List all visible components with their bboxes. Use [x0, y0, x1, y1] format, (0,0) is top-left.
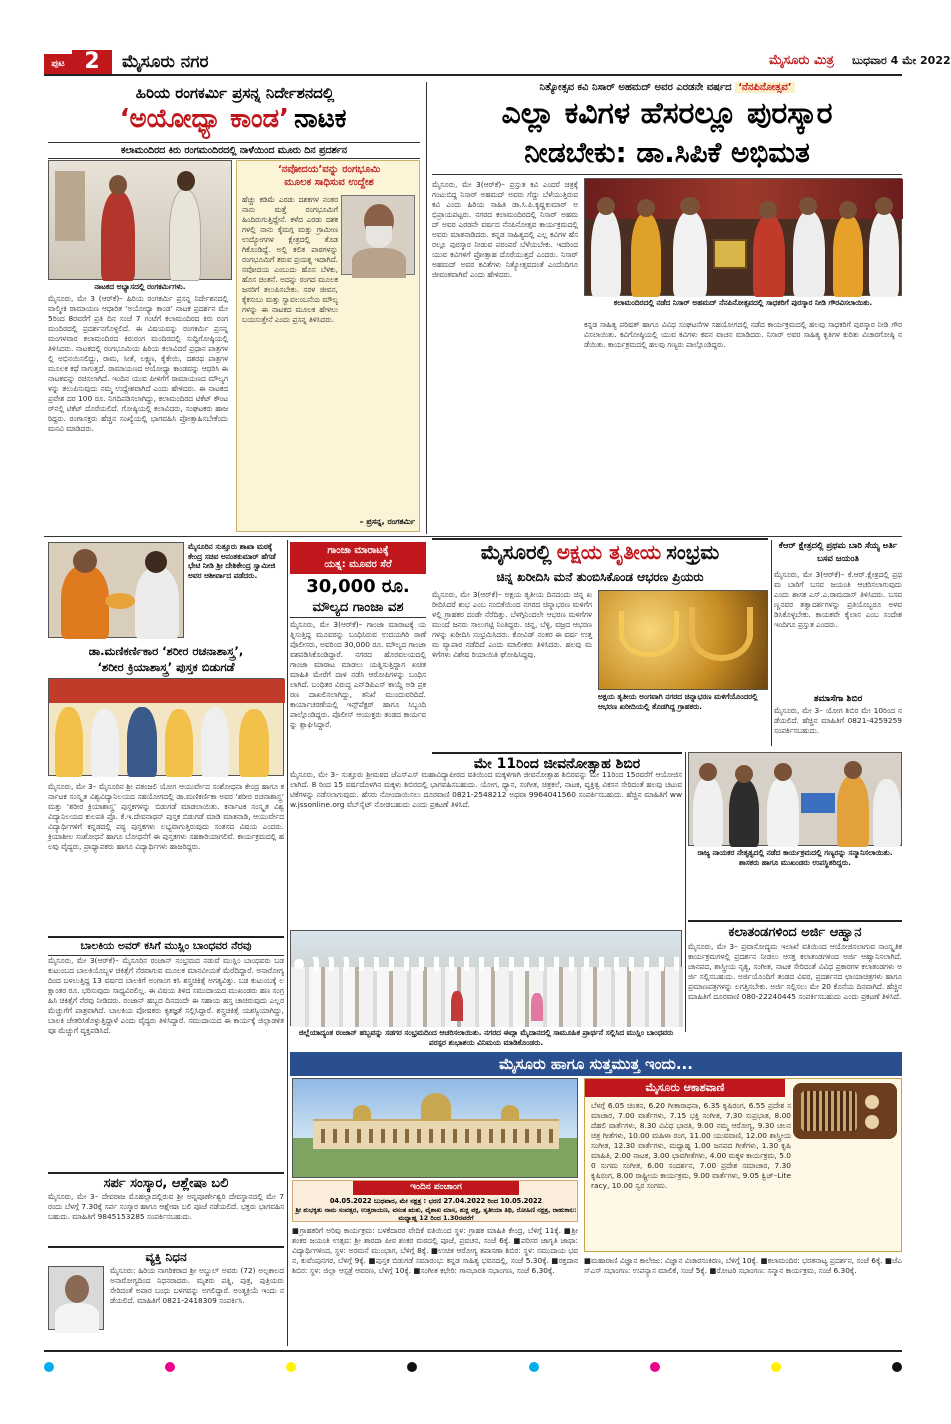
divider-camp: [685, 752, 686, 1032]
radio-knob-1: [865, 1095, 879, 1109]
sarpa-title: ಸರ್ಪ ಸಂಸ್ಕಾರ, ಆಶ್ಲೇಷಾ ಬಲಿ: [48, 1172, 284, 1191]
palace-dome-left: [353, 1105, 371, 1121]
camp-photo: [688, 752, 902, 846]
dignitary-1: [55, 707, 83, 777]
footer-rule: [44, 1350, 902, 1352]
camp-photo-caption: ರಾಜ್ಯ ನಾಯಕರ ನೇತೃತ್ವದಲ್ಲಿ ನಡೆದ ಕಾರ್ಯಕ್ರಮದಲ್ಲಿ ಗಣ್ಯರನ್ನು ಸನ್ಮಾನಿಸಲಾಯಿತು. ಶಾಸಕರು ಹಾಗೂ ಮುಖಂಡರು ಉಪಸ್ಥಿತರಿದ್ದರು.: [697, 848, 893, 867]
actor-head-right: [177, 171, 195, 191]
radio-icon: [793, 1083, 897, 1139]
child-red: [451, 991, 463, 1021]
basava-body: ಮೈಸೂರು, ಮೇ 3(ಆರ್‌ಕೆ)– ಕೆ.ಆರ್.ಕ್ಷೇತ್ರದಲ್ಲಿ ಪ್ರಥಮ ಬಾರಿಗೆ ಬಸವ ಜಯಂತಿ ಆಚರಿಸಲಾಗುವುದು ಎಂದು ಶಾಸಕ ಎಸ್.ಎ.ರಾಮದಾಸ್ ತಿಳಿಸಿದರು. ಬಸವಣ್ಣನವರ ತತ್ವಾದರ್ಶಗಳನ್ನು ಪ್ರತಿಯೊಬ್ಬರೂ ಅಳವಡಿಸಿಕೊಳ್ಳಬೇಕು. ಕಾಯಕವೇ ಕೈಲಾಸ ಎಂಬ ಸಂದೇಶ ಇಂದಿಗೂ ಪ್ರಸ್ತುತ ಎಂದರು.: [774, 570, 902, 629]
nisar-title-rule: [432, 174, 902, 175]
reg-dot-yellow: [286, 1362, 296, 1372]
guest-4-head: [759, 201, 777, 219]
guest-3-head: [680, 197, 700, 215]
door-shape: [55, 171, 85, 241]
divider-right-col: [771, 540, 772, 746]
actor-head-left: [109, 175, 127, 195]
guest-7-head: [875, 197, 893, 215]
panchanga-box: [292, 1180, 578, 1222]
camp-head-4: [844, 761, 862, 779]
guest-7: [869, 211, 899, 297]
paper-name: ಮೈಸೂರು ಮಿತ್ರ: [769, 53, 834, 68]
prasanna-beard: [366, 226, 392, 248]
camp-head-1: [699, 763, 717, 781]
today-banner-text: ಮೈಸೂರು ಹಾಗೂ ಸುತ್ತಮುತ್ತ ಇಂದು...: [499, 1055, 693, 1073]
ganja-body: ಮೈಸೂರು, ಮೇ 3(ಆರ್‌ಕೆ)– ಗಾಂಜಾ ಮಾರಾಟಕ್ಕೆ ಯತ್ನಿಸುತ್ತಿದ್ದ ಮೂವರನ್ನು ಬಂಧಿಸಿರುವ ಉದಯಗಿರಿ ಠಾಣೆ ಪೊಲೀಸರು, ಅವರಿಂದ 30,000 ರೂ. ಮೌಲ್ಯದ ಗಾಂಜಾ ವಶಪಡಿಸಿಕೊಂಡಿದ್ದಾರೆ. ನಗರದ ಹೊರವಲಯದಲ್ಲಿ ಗಾಂಜಾ ಮಾರಾಟ ಮಾಡಲು ಯತ್ನಿಸುತ್ತಿದ್ದಾಗ ಖಚಿತ ಮಾಹಿತಿ ಮೇರೆಗೆ ದಾಳಿ ನಡೆಸಿ ಆರೋಪಿಗಳನ್ನು ಬಂಧಿಸಲಾಗಿದೆ. ಬಂಧಿತರ ವಿರುದ್ಧ ಎನ್‌ಡಿಪಿಎಸ್ ಕಾಯ್ದೆ ಅಡಿ ಪ್ರಕರಣ ದಾಖಲಿಸಲಾಗಿದ್ದು, ತನಿಖೆ ಮುಂದುವರಿದಿದೆ. ಕಾರ್ಯಾಚರಣೆಯಲ್ಲಿ ಇನ್ಸ್‌ಪೆಕ್ಟರ್ ಹಾಗೂ ಸಿಬ್ಬಂದಿ ಪಾಲ್ಗೊಂಡಿದ್ದರು. ಪೊಲೀಸ್ ಆಯುಕ್ತರು ತಂಡದ ಕಾರ್ಯವನ್ನು ಶ್ಲಾಘಿಸಿದ್ದಾರೆ.: [290, 620, 426, 729]
eid-photo: [290, 930, 682, 1026]
camp-body: ಮೈಸೂರು, ಮೇ 3– ಸುತ್ತೂರು ಶ್ರೀಮಠದ ಜೆಎಸ್‌ಎಸ್ ಮಹಾವಿದ್ಯಾಪೀಠದ ವತಿಯಿಂದ ಮಕ್ಕಳಿಗಾಗಿ ಜೀವನೋತ್ಸಾಹ ಶಿಬಿರವನ್ನು ಮೇ 11ರಿಂದ 15ರವರೆಗೆ ಆಯೋಜಿಸಲಾಗಿದೆ. 8 ರಿಂದ 15 ವರ್ಷದೊಳಗಿನ ಮಕ್ಕಳು ಶಿಬಿರದಲ್ಲಿ ಭಾಗವಹಿಸಬಹುದು. ಯೋಗ, ಧ್ಯಾನ, ಸಂಗೀತ, ಚಿತ್ರಕಲೆ, ನಾಟಕ, ವ್ಯಕ್ತಿತ್ವ ವಿಕಸನ ಸೇರಿದಂತೆ ಹಲವು ಚಟುವಟಿಕೆಗಳನ್ನು ನಡೆಸಲಾಗುವುದು. ಹೆಸರು ನೋಂದಾಯಿಸಲು ದೂರವಾಣಿ 0821-2548212 ಅಥವಾ 9964041560 ಸಂಪರ್ಕಿಸಬಹುದು. ಹೆಚ್ಚಿನ ಮಾಹಿತಿಗೆ www.jssonline.org ವೆಬ್‌ಸೈಟ್ ನೋಡಬಹುದು ಎಂದು ಪ್ರಕಟಣೆ ತಿಳಿಸಿದೆ.: [290, 770, 682, 809]
reg-dot-yellow-2: [771, 1362, 781, 1372]
camp-head-2: [735, 765, 753, 783]
reg-dot-black-2: [892, 1362, 902, 1372]
akshaya-title-red: ಅಕ್ಷಯ ತೃತೀಯ: [556, 540, 662, 564]
panchanga-title-bar: [353, 1181, 519, 1195]
actor-figure-right: [169, 189, 201, 281]
akashavani-body-lower: [795, 1143, 897, 1249]
crowd-heads: [291, 957, 683, 971]
sarpa-body: ಮೈಸೂರು, ಮೇ 3– ದೇವರಾಜ ಮೊಹಲ್ಲಾದಲ್ಲಿರುವ ಶ್ರೀ ಅನ್ನಪೂರ್ಣೇಶ್ವರಿ ದೇವಸ್ಥಾನದಲ್ಲಿ ಮೇ 7ರಂದು ಬೆಳಗ್ಗೆ 7.30ಕ್ಕೆ ಸರ್ಪ ಸಂಸ್ಕಾರ ಹಾಗೂ ಆಶ್ಲೇಷಾ ಬಲಿ ಪೂಜೆ ನಡೆಯಲಿದೆ. ಭಕ್ತರು ಭಾಗವಹಿಸಬಹುದು. ಮಾಹಿತಿಗೆ 9845153285 ಸಂಪರ್ಕಿಸಬಹುದು.: [48, 1192, 284, 1221]
kalatanda-body: ಮೈಸೂರು, ಮೇ 3– ಪ್ರವಾಸೋದ್ಯಮ ಇಲಾಖೆ ವತಿಯಿಂದ ಆಯೋಜಿಸಲಾಗುವ ಸಾಂಸ್ಕೃತಿಕ ಕಾರ್ಯಕ್ರಮಗಳಲ್ಲಿ ಪ್ರದರ್ಶನ ನೀಡಲು ಆಸಕ್ತ ಕಲಾತಂಡಗಳಿಂದ ಅರ್ಜಿ ಆಹ್ವಾನಿಸಲಾಗಿದೆ. ಜಾನಪದ, ಶಾಸ್ತ್ರೀಯ ನೃತ್ಯ, ಸಂಗೀತ, ನಾಟಕ ಸೇರಿದಂತೆ ವಿವಿಧ ಪ್ರಕಾರಗಳ ಕಲಾತಂಡಗಳು ಅರ್ಜಿ ಸಲ್ಲಿಸಬಹುದು. ಅರ್ಜಿಯೊಂದಿಗೆ ತಂಡದ ವಿವರ, ಪ್ರದರ್ಶನದ ಛಾಯಾಚಿತ್ರಗಳು ಹಾಗೂ ಪ್ರಮಾಣಪತ್ರಗಳನ್ನು ಲಗತ್ತಿಸಬೇಕು. ಅರ್ಜಿ ಸಲ್ಲಿಸಲು ಮೇ 20 ಕೊನೆಯ ದಿನವಾಗಿದೆ. ಹೆಚ್ಚಿನ ಮಾಹಿತಿಗೆ ದೂರವಾಣಿ 080-22240445 ಸಂಪರ್ಕಿಸಬಹುದು ಎಂದು ಪ್ರಕಟಣೆ ತಿಳಿಸಿದೆ.: [688, 942, 902, 1001]
registration-marks: [44, 1362, 902, 1376]
guest-6-head: [839, 201, 857, 219]
akshaya-deck: ಚಿನ್ನ ಖರೀದಿಸಿ ಮನೆ ತುಂಬಿಸಿಕೊಂಡ ಆಭರಣ ಪ್ರಿಯರು: [496, 570, 704, 584]
nisar-photo: [584, 178, 902, 296]
page-label: ಪುಟ: [44, 54, 72, 74]
nisar-photo-caption: ಕಲಾಮಂದಿರದಲ್ಲಿ ನಡೆದ ನಿಸಾರ್ ಅಹಮದ್ ನೆನಪಿನೋತ್ಸವದಲ್ಲಿ ಸಾಧಕರಿಗೆ ಪುರಸ್ಕಾರ ನೀಡಿ ಗೌರವಿಸಲಾಯಿತು.: [613, 298, 873, 307]
camp-person-4: [837, 775, 869, 847]
basava-title: [774, 540, 902, 568]
prasanna-shirt: [352, 248, 406, 278]
panchanga-line1: 04.05.2022 ಬುಧವಾರ, ಮೇ ನಕ್ಷತ್ರ : ಭರಣಿ 27.04.2022 ರಿಂದ 10.05.2022: [329, 1197, 543, 1205]
guest-2-head: [637, 199, 655, 217]
ayodhya-photo: [48, 160, 232, 280]
ayodhya-photo-caption: ನಾಟಕದ ಅಭ್ಯಾಸದಲ್ಲಿ ರಂಗಕರ್ಮಿಗಳು.: [94, 282, 186, 291]
ayodhya-deck: ಕಲಾಮಂದಿರದ ಕಿರು ರಂಗಮಂದಿರದಲ್ಲಿ ನಾಳೆಯಿಂದ ಮೂರು ದಿನ ಪ್ರದರ್ಶನ: [48, 142, 420, 159]
award-frame: [713, 239, 747, 269]
minister-figure: [135, 567, 179, 639]
dignitary-4: [165, 709, 193, 777]
camp-head-3: [774, 763, 792, 781]
radio-knob-2: [865, 1115, 879, 1129]
camp-person-2: [729, 779, 759, 847]
navodaya-box: [236, 160, 420, 532]
nisar-kicker-text: ನಿತ್ಯೋತ್ಸವ ಕವಿ ನಿಸಾರ್ ಅಹಮದ್ ಅವರ ಎರಡನೇ ವರ್ಷದ: [539, 82, 732, 93]
nisar-kicker-quote: ‘ನೆನಪಿನೋತ್ಸವ’: [735, 82, 794, 93]
reg-dot-cyan-2: [529, 1362, 539, 1372]
book-release-photo: [48, 678, 284, 776]
eid-photo-caption: ಜಿಲ್ಲೆಯಾದ್ಯಂತ ರಂಜಾನ್ ಹಬ್ಬವನ್ನು ಸಡಗರ ಸಂಭ್ರಮದಿಂದ ಆಚರಿಸಲಾಯಿತು. ನಗರದ ಈದ್ಗಾ ಮೈದಾನದಲ್ಲಿ ಸಾಮೂಹಿಕ ಪ್ರಾರ್ಥನೆ ಸಲ್ಲಿಸಿದ ಮುಸ್ಲಿಂ ಬಾಂಧವರು ಪರಸ್ಪರ ಶುಭಾಶಯ ವಿನಿಮಯ ಮಾಡಿಕೊಂಡರು.: [298, 1028, 674, 1047]
divider-left-col: [287, 540, 288, 1346]
reg-dot-cyan: [44, 1362, 54, 1372]
page-number: 2: [72, 50, 112, 74]
jewellery-photo: [598, 590, 768, 690]
akshaya-title-post: ಸಂಭ್ರಮ: [666, 540, 720, 564]
guest-5-head: [799, 197, 817, 215]
ganja-kicker-2: ಯತ್ನ: ಮೂವರ ಸೆರೆ: [324, 559, 392, 570]
camp-person-3: [767, 777, 799, 847]
palace-photo: [292, 1078, 578, 1178]
dignitary-3: [127, 707, 157, 777]
ayodhya-kicker: ಹಿರಿಯ ರಂಗಕರ್ಮಿ ಪ್ರಸನ್ನ ನಿರ್ದೇಶನದಲ್ಲಿ: [135, 84, 335, 102]
today-lower-right: ■ಮಹಾರಾಣಿ ವಿಜ್ಞಾನ ಕಾಲೇಜು: ವಿಜ್ಞಾನ ವಿಚಾರಸಂಕಿರಣ, ಬೆಳಿಗ್ಗೆ 10ಕ್ಕೆ. ■ಕಲಾಮಂದಿರ: ಭರತನಾಟ್ಯ ಪ್ರದರ್ಶನ, ಸಂಜೆ 6ಕ್ಕೆ. ■ಜೆಎಸ್‌ಎಸ್ ಸಭಾಂಗಣ: ಉಪನ್ಯಾಸ ಮಾಲಿಕೆ, ಸಂಜೆ 5ಕ್ಕೆ. ■ರೋಟರಿ ಸಭಾಂಗಣ: ಸನ್ಮಾನ ಕಾರ್ಯಕ್ರಮ, ಸಂಜೆ 6.30ಕ್ಕೆ.: [584, 1256, 902, 1275]
palace-dome-right: [501, 1105, 519, 1121]
divider-mid-horizontal: [44, 536, 902, 537]
necklace-1: [619, 611, 679, 657]
child-pink: [531, 993, 543, 1021]
guest-4: [753, 215, 785, 297]
camp-title: ಮೇ 11ರಿಂದ ಜೀವನೋತ್ಸಾಹ ಶಿಬಿರ: [432, 752, 682, 772]
obituary-shirt: [55, 1303, 99, 1333]
swamiji-figure: [61, 565, 109, 639]
page-header: [44, 49, 951, 76]
swamiji-head: [73, 549, 97, 573]
panchanga-line2: ಶ್ರೀ ಶುಭಕೃತು ನಾಮ ಸಂವತ್ಸರ, ಉತ್ತರಾಯಣ, ವಸಂತ ಋತು, ವೈಶಾಖ ಮಾಸ, ಶುಕ್ಲ ಪಕ್ಷ, ತೃತೀಯಾ ತಿಥಿ, ರೋಹಿಣಿ ನಕ್ಷತ್ರ, ರಾಹುಕಾಲ: ಮಧ್ಯಾಹ್ನ 12 ರಿಂದ 1.30ರವರೆಗೆ: [295, 1206, 577, 1222]
palace-arches: [313, 1129, 559, 1143]
swamiji-photo: [48, 542, 184, 638]
obituary-title: ವ್ಯಕ್ತಿ ನಿಧನ: [48, 1246, 284, 1265]
nisar-kicker: [432, 82, 902, 93]
obituary-body: ಮೈಸೂರು: ಹಿರಿಯ ನಾಗರಿಕರಾದ ಶ್ರೀ ಅಬ್ದುಲ್ ಅವರು (72) ಅಲ್ಪಕಾಲದ ಅನಾರೋಗ್ಯದಿಂದ ನಿಧನರಾದರು. ಮೃತರು ಪತ್ನಿ, ಪುತ್ರ, ಪುತ್ರಿಯರು ಸೇರಿದಂತೆ ಅಪಾರ ಬಂಧು ಬಳಗವನ್ನು ಅಗಲಿದ್ದಾರೆ. ಅಂತ್ಯಕ್ರಿಯೆ ಇಂದು ನಡೆಯಲಿದೆ. ಮಾಹಿತಿಗೆ 0821-2418309 ಸಂಪರ್ಕಿಸಿ.: [110, 1266, 284, 1305]
ayodhya-title-quote: ‘ಅಯೋಧ್ಯಾ ಕಾಂಡ’: [119, 104, 289, 134]
ayodhya-body: ಮೈಸೂರು, ಮೇ 3 (ಆರ್‌ಕೆ)– ಹಿರಿಯ ರಂಗಕರ್ಮಿ ಪ್ರಸನ್ನ ನಿರ್ದೇಶನದಲ್ಲಿ ವಾಲ್ಮೀಕಿ ರಾಮಾಯಣ ಆಧಾರಿತ ‘ಅಯೋಧ್ಯಾ ಕಾಂಡ’ ನಾಟಕ ಪ್ರದರ್ಶನ ಮೇ 5ರಿಂದ 8ರವರೆಗೆ ಪ್ರತಿ ದಿನ ಸಂಜೆ 7 ಗಂಟೆಗೆ ಕಲಾಮಂದಿರದ ಕಿರು ರಂಗಮಂದಿರದಲ್ಲಿ ಪ್ರದರ್ಶನಗೊಳ್ಳಲಿದೆ. ಈ ವಿಷಯವನ್ನು ರಂಗಕರ್ಮಿ ಪ್ರಸನ್ನ ಮಂಗಳವಾರ ಕಲಾಮಂದಿರದ ಕಿರುರಂಗ ಮಂದಿರದಲ್ಲಿ ಸುದ್ದಿಗೋಷ್ಠಿಯಲ್ಲಿ ತಿಳಿಸಿದರು. ನಾಟಕದಲ್ಲಿ ರಂಗಭೂಮಿಯ ಹಿರಿಯ ಕಲಾವಿದರೆ ಪ್ರಧಾನ ಪಾತ್ರಗಳಲ್ಲಿ ಅಭಿನಯಿಸಲಿದ್ದು, ರಾಮ, ಸೀತೆ, ಲಕ್ಷ್ಮಣ, ಕೈಕೇಯಿ, ದಶರಥ ಪಾತ್ರಗಳ ಮೂಲಕ ಕಥೆ ಸಾಗುತ್ತದೆ. ರಾಮಾಯಣದ ಅಯೋಧ್ಯಾ ಕಾಂಡವನ್ನು ಆಧರಿಸಿ ಈ ನಾಟಕವನ್ನು ರಚಿಸಲಾಗಿದೆ. ಇಂದಿನ ಯುವ ಪೀಳಿಗೆಗೆ ರಾಮಾಯಣದ ಮೌಲ್ಯಗಳನ್ನು ತಲುಪಿಸುವುದು ನಮ್ಮ ಉದ್ದೇಶವಾಗಿದೆ ಎಂದು ಹೇಳಿದರು. ಈ ನಾಟಕದ ಪ್ರವೇಶ ದರ 100 ರೂ. ನಿಗದಿಪಡಿಸಲಾಗಿದ್ದು, ಕಲಾಮಂದಿರದ ಟಿಕೆಟ್ ಕೌಂಟರ್‌ನಲ್ಲಿ ಟಿಕೆಟ್ ದೊರೆಯಲಿದೆ. ಗೋಷ್ಠಿಯಲ್ಲಿ ಕಲಾವಿದರು, ಸಂಘಟಕರು ಹಾಜರಿದ್ದರು. ರಂಗಾಸಕ್ತರು ಹೆಚ್ಚಿನ ಸಂಖ್ಯೆಯಲ್ಲಿ ಭಾಗವಹಿಸಿ ಪ್ರೋತ್ಸಾಹಿಸಬೇಕೆಂದು ಮನವಿ ಮಾಡಿದರು.: [48, 294, 228, 433]
akshaya-body: ಮೈಸೂರು, ಮೇ 3(ಆರ್‌ಕೆ)– ಅಕ್ಷಯ ತೃತೀಯ ದಿನದಂದು ಚಿನ್ನ ಖರೀದಿಸಿದರೆ ಶುಭ ಎಂಬ ನಂಬಿಕೆಯಿಂದ ನಗರದ ಚಿನ್ನಾಭರಣ ಮಳಿಗೆಗಳಲ್ಲಿ ಗ್ರಾಹಕರ ದಂಡೇ ನೆರೆದಿತ್ತು. ಬೆಳಗ್ಗಿನಿಂದಲೇ ಆಭರಣ ಮಳಿಗೆಗಳ ಮುಂದೆ ಜನರು ಸಾಲುಗಟ್ಟಿ ನಿಂತಿದ್ದರು. ಚಿನ್ನ, ಬೆಳ್ಳಿ, ವಜ್ರದ ಆಭರಣಗಳನ್ನು ಖರೀದಿಸಿ ಸಂಭ್ರಮಿಸಿದರು. ಕೋವಿಡ್ ನಂತರ ಈ ವರ್ಷ ಉತ್ತಮ ವ್ಯಾಪಾರ ನಡೆದಿದೆ ಎಂದು ಮಾಲೀಕರು ತಿಳಿಸಿದರು. ಹಲವು ಮಳಿಗೆಗಳು ವಿಶೇಷ ರಿಯಾಯಿತಿ ಘೋಷಿಸಿದ್ದವು.: [432, 590, 592, 659]
akashavani-title-bar: [585, 1079, 785, 1097]
nisar-body-b: ಕನ್ನಡ ಸಾಹಿತ್ಯ ಪರಿಷತ್ ಹಾಗೂ ವಿವಿಧ ಸಂಘಟನೆಗಳ ಸಹಯೋಗದಲ್ಲಿ ನಡೆದ ಕಾರ್ಯಕ್ರಮದಲ್ಲಿ ಹಲವು ಸಾಧಕರಿಗೆ ಪುರಸ್ಕಾರ ನೀಡಿ ಗೌರವಿಸಲಾಯಿತು. ಕವಿಗೋಷ್ಠಿಯಲ್ಲಿ ಯುವ ಕವಿಗಳು ಕವನ ವಾಚನ ಮಾಡಿದರು. ನಿಸಾರ್ ಅವರ ಸಾಹಿತ್ಯ ಕೃತಿಗಳ ಕುರಿತು ವಿಚಾರಗೋಷ್ಠಿ ನಡೆಯಿತು. ಕಾರ್ಯಕ್ರಮದಲ್ಲಿ ಹಲವು ಗಣ್ಯರು ಪಾಲ್ಗೊಂಡಿದ್ದರು.: [584, 320, 902, 349]
navodaya-signature: – ಪ್ರಸನ್ನ, ರಂಗಕರ್ಮಿ: [359, 517, 415, 526]
dignitary-6: [239, 709, 269, 777]
today-events: ■ಗ್ರಾಹಕರಿಗೆ ಅರಿವು ಕಾರ್ಯಕ್ರಮ: ಬಳಕೆದಾರರ ವೇದಿಕೆ ವತಿಯಿಂದ ಸ್ಥಳ: ಗ್ರಾಹಕ ಮಾಹಿತಿ ಕೇಂದ್ರ, ಬೆಳಿಗ್ಗೆ 11ಕ್ಕೆ. ■ಶ್ರೀ ಶಂಕರ ಜಯಂತಿ ಉತ್ಸವ: ಶ್ರೀ ಶಾರದಾ ಪೀಠ ಶಂಕರ ಮಠದಲ್ಲಿ ಪೂಜೆ, ಪ್ರವಚನ, ಸಂಜೆ 6ಕ್ಕೆ. ■ಪರಿಸರ ಜಾಗೃತಿ ಜಾಥಾ: ವಿದ್ಯಾರ್ಥಿಗಳಿಂದ, ಸ್ಥಳ: ಅರಮನೆ ಮುಂಭಾಗ, ಬೆಳಿಗ್ಗೆ 8ಕ್ಕೆ. ■ಉಚಿತ ಆರೋಗ್ಯ ತಪಾಸಣಾ ಶಿಬಿರ: ಸ್ಥಳ: ಸಮುದಾಯ ಭವನ, ಕುವೆಂಪುನಗರ, ಬೆಳಿಗ್ಗೆ 9ಕ್ಕೆ. ■ಪುಸ್ತಕ ಬಿಡುಗಡೆ ಸಮಾರಂಭ: ಕನ್ನಡ ಸಾಹಿತ್ಯ ಭವನದಲ್ಲಿ, ಸಂಜೆ 5.30ಕ್ಕೆ. ■ರಕ್ತದಾನ ಶಿಬಿರ: ಸ್ಥಳ: ಜಿಲ್ಲಾ ಆಸ್ಪತ್ರೆ ಆವರಣ, ಬೆಳಿಗ್ಗೆ 10ಕ್ಕೆ. ■ಸಂಗೀತ ಕಛೇರಿ: ಗಾನಭಾರತಿ ಸಭಾಂಗಣ, ಸಂಜೆ 6.30ಕ್ಕೆ.: [292, 1226, 578, 1275]
crowd-white: [291, 967, 683, 1027]
kalatanda-title: ಕಲಾತಂಡಗಳಿಂದ ಅರ್ಜಿ ಆಹ್ವಾನ: [688, 920, 902, 940]
fruit-plate: [105, 593, 135, 609]
radio-speaker: [801, 1091, 857, 1131]
nisar-body-a: ಮೈಸೂರು, ಮೇ 3(ಆರ್‌ಕೆ)– ಪ್ರಸ್ತುತ ಕವಿ ಎಂದರೆ ಚಿತ್ರಕ್ಕೆ ಗಂಟುಬಿದ್ದ ನಿಸಾರ್ ಅಹಮದ್ ಅವರು ಗೆದ್ದು ಬೆಳೆಯುತ್ತಿರುವ ಕವಿ ಎಂದು ಹಿರಿಯ ಸಾಹಿತಿ ಡಾ.ಸಿ.ಪಿ.ಕೃಷ್ಣಕುಮಾರ್ ಅಭಿಪ್ರಾಯಪಟ್ಟರು. ನಗರದ ಕಲಾಮಂದಿರದಲ್ಲಿ ನಿಸಾರ್ ಅಹಮದ್ ಅವರ ಎರಡನೇ ವರ್ಷದ ನೆನಪಿನೋತ್ಸವ ಕಾರ್ಯಕ್ರಮದಲ್ಲಿ ಅವರು ಮಾತನಾಡಿದರು. ಕನ್ನಡ ಸಾಹಿತ್ಯದಲ್ಲಿ ಎಲ್ಲ ಕವಿಗಳ ಹೆಸರಲ್ಲೂ ಪುರಸ್ಕಾರ ನೀಡುವ ಪರಂಪರೆ ಬೆಳೆಯಬೇಕು. ಇದರಿಂದ ಯುವ ಕವಿಗಳಿಗೆ ಪ್ರೋತ್ಸಾಹ ದೊರೆಯುತ್ತದೆ ಎಂದರು. ನಿಸಾರ್ ಅಹಮದ್ ಅವರ ಕವಿತೆಗಳು ನಿತ್ಯೋತ್ಸವದಂತೆ ಎಂದೆಂದಿಗೂ ಜೀವಂತವಾಗಿವೆ ಎಂದು ಹೇಳಿದರು.: [432, 180, 578, 279]
basava-sub-body: ಮೈಸೂರು, ಮೇ 3– ಯೋಗ ಶಿಬಿರ ಮೇ 10ರಿಂದ ನಡೆಯಲಿದೆ. ಹೆಚ್ಚಿನ ಮಾಹಿತಿಗೆ 0821-4259259 ಸಂಪರ್ಕಿಸಬಹುದು.: [774, 706, 902, 735]
nisar-title-1: ಎಲ್ಲಾ ಕವಿಗಳ ಹೆಸರಲ್ಲೂ ಪುರಸ್ಕಾರ: [501, 96, 833, 131]
balakiya-title: ಬಾಲಕಿಯ ಅವರ್ ಕಸಿಗೆ ಮುಸ್ಲಿಂ ಬಾಂಧವರ ನೆರವು: [48, 936, 284, 956]
today-banner: [290, 1052, 902, 1076]
ayodhya-title-rest: ನಾಟಕ: [294, 104, 347, 134]
basava-sub: ತಮಾಸೆಗಾ ಶಿಬಿರ: [813, 694, 863, 704]
guest-6: [833, 215, 863, 297]
dignitary-5: [201, 707, 229, 777]
issue-date: ಬುಧವಾರ 4 ಮೇ 2022: [852, 54, 951, 67]
dignitary-2: [91, 709, 119, 777]
ganja-kicker-1: ಗಾಂಜಾ ಮಾರಾಟಕ್ಕೆ: [327, 545, 389, 556]
akshaya-title-pre: ಮೈಸೂರಲ್ಲಿ: [480, 540, 552, 564]
akashavani-box: [584, 1078, 902, 1252]
reg-dot-magenta: [165, 1362, 175, 1372]
guest-2: [631, 213, 661, 297]
navodaya-body: ಹೆಚ್ಚು ಕಡಿಮೆ ಎರಡು ದಶಕಗಳ ನಂತರ ನಾನು ಮತ್ತೆ ರಂಗಭೂಮಿಗೆ ಹಿಂದಿರುಗುತ್ತಿದ್ದೇನೆ. ಕಳೆದ ಎರಡು ದಶಕಗಳಲ್ಲಿ ನಾನು ಕೈಮಗ್ಗ ಮತ್ತು ಗ್ರಾಮೀಣ ಉದ್ಯೋಗಗಳ ಕ್ಷೇತ್ರದಲ್ಲಿ ತೊಡಗಿಕೊಂಡಿದ್ದೆ. ಅಲ್ಲಿ ಕಲಿತ ಪಾಠಗಳನ್ನು ರಂಗಭೂಮಿಗೆ ತರುವ ಪ್ರಯತ್ನ ಇದಾಗಿದೆ. ನವೋದಯ ಎಂಬುದು ಹೊಸ ಬೆಳಕು, ಹೊಸ ಚಿಂತನೆ. ಅದನ್ನು ರಂಗದ ಮೂಲಕ ಜನರಿಗೆ ತಲುಪಿಸಬೇಕು. ಸರಳ ಜೀವನ, ಕೈಕಸುಬು ಮತ್ತು ಸ್ವಾವಲಂಬನೆಯ ಮೌಲ್ಯಗಳನ್ನು ಈ ನಾಟಕದ ಮೂಲಕ ಹೇಳಲು ಬಯಸುತ್ತೇನೆ ಎಂದು ಪ್ರಸನ್ನ ತಿಳಿಸಿದರು.: [242, 195, 338, 324]
obituary-head: [65, 1275, 89, 1303]
reg-dot-black: [407, 1362, 417, 1372]
guest-3: [673, 211, 707, 297]
ganja-title: ಮೌಲ್ಯದ ಗಾಂಜಾ ವಶ: [290, 600, 426, 618]
minister-head: [145, 551, 167, 573]
ayodhya-title: [48, 104, 418, 138]
swamiji-photo-caption: ಮೈಸೂರಿನ ಸುತ್ತೂರು ಶಾಖಾ ಮಠಕ್ಕೆ ಕೇಂದ್ರ ಸಚಿವ ಅನಂತಕುಮಾರ್ ಹೆಗಡೆ ಭೇಟಿ ನೀಡಿ ಶ್ರೀ ದೇಶಿಕೇಂದ್ರ ಸ್ವಾಮೀಜಿ ಅವರ ಆಶೀರ್ವಾದ ಪಡೆದರು.: [188, 542, 276, 580]
ganja-kicker-box: [290, 542, 426, 574]
panchanga-title: ಇಂದಿನ ಪಂಚಾಂಗ: [410, 1182, 462, 1192]
akshaya-title: [432, 538, 768, 570]
akashavani-title: ಮೈಸೂರು ಆಕಾಶವಾಣಿ: [645, 1081, 725, 1094]
guest-5: [793, 211, 825, 297]
section-name: ಮೈಸೂರು ನಗರ: [122, 52, 209, 72]
ganja-amount: 30,000 ರೂ.: [306, 576, 410, 597]
actor-figure-left: [101, 191, 135, 281]
shawl: [801, 793, 835, 813]
navodaya-title-1: ‘ನವೋದಯ’ವನ್ನು ರಂಗಭೂಮಿ: [277, 164, 381, 175]
necklace-2: [689, 607, 753, 661]
akshaya-photo-caption: ಅಕ್ಷಯ ತೃತೀಯ ಅಂಗವಾಗಿ ನಗರದ ಚಿನ್ನಾಭರಣ ಮಳಿಗೆಯೊಂದರಲ್ಲಿ ಆಭರಣ ಖರೀದಿಯಲ್ಲಿ ತೊಡಗಿದ್ದ ಗ್ರಾಹಕರು.: [598, 692, 758, 711]
guest-1: [591, 209, 621, 297]
anatomy-title-1: ಡಾ.ಮಣಿಕರ್ಣಿಕಾರ ‘ಶರೀರ ರಚನಾಶಾಸ್ತ್ರ’,: [88, 644, 244, 658]
obituary-photo: [48, 1266, 104, 1330]
camp-person-5: [873, 779, 901, 847]
basava-title-text: ಕೆಆರ್ ಕ್ಷೇತ್ರದಲ್ಲಿ ಪ್ರಥಮ ಬಾರಿ ಸೆಯ್ಯ ಅರ್ತಿ ಬಸವ ಜಯಂತಿ: [778, 541, 898, 564]
balakiya-body: ಮೈಸೂರು, ಮೇ 3(ಆರ್‌ಕೆ)– ಮೈಸೂರಿನ ರಂಜಾನ್ ಸಂಭ್ರಮದ ನಡುವೆ ಮುಸ್ಲಿಂ ಬಾಂಧವರು ಬಡ ಕುಟುಂಬದ ಬಾಲಕಿಯೊಬ್ಬಳ ಚಿಕಿತ್ಸೆಗೆ ನೆರವಾಗುವ ಮೂಲಕ ಮಾನವೀಯತೆ ಮೆರೆದಿದ್ದಾರೆ. ಅನಾರೋಗ್ಯದಿಂದ ಬಳಲುತ್ತಿದ್ದ 13 ವರ್ಷದ ಬಾಲಕಿಗೆ ಅಂಗಾಂಗ ಕಸಿ ಶಸ್ತ್ರಚಿಕಿತ್ಸೆ ಅಗತ್ಯವಿತ್ತು. ಬಡ ಕುಟುಂಬಕ್ಕೆ ಲಕ್ಷಾಂತರ ರೂ. ಭರಿಸುವುದು ಸಾಧ್ಯವಿರಲಿಲ್ಲ. ಈ ವಿಷಯ ತಿಳಿದ ಸಮುದಾಯದ ಮುಖಂಡರು ಹಣ ಸಂಗ್ರಹಿಸಿ ಚಿಕಿತ್ಸೆಗೆ ನೆರವು ನೀಡಿದರು. ರಂಜಾನ್ ಹಬ್ಬದ ದಿನದಂದೇ ಈ ಸಹಾಯ ಹಸ್ತ ಚಾಚಿರುವುದು ಎಲ್ಲರ ಮೆಚ್ಚುಗೆಗೆ ಪಾತ್ರವಾಗಿದೆ. ಬಾಲಕಿಯ ಪೋಷಕರು ಕೃತಜ್ಞತೆ ಸಲ್ಲಿಸಿದ್ದಾರೆ. ಶಸ್ತ್ರಚಿಕಿತ್ಸೆ ಯಶಸ್ವಿಯಾಗಿದ್ದು, ಬಾಲಕಿ ಚೇತರಿಸಿಕೊಳ್ಳುತ್ತಿದ್ದಾಳೆ ಎಂದು ವೈದ್ಯರು ತಿಳಿಸಿದ್ದಾರೆ. ಸಮುದಾಯದ ಈ ಕಾರ್ಯಕ್ಕೆ ಜಿಲ್ಲಾಡಳಿತವೂ ಮೆಚ್ಚುಗೆ ವ್ಯಕ್ತಪಡಿಸಿದೆ.: [48, 956, 284, 1035]
anatomy-body: ಮೈಸೂರು, ಮೇ 3– ಮೈಸೂರಿನ ಶ್ರೀ ಪತಂಜಲಿ ಯೋಗ ಆಯುರ್ವೇದ ಸಂಶೋಧನಾ ಕೇಂದ್ರ ಹಾಗೂ ಕರ್ನಾಟಕ ಸಂಸ್ಕೃತ ವಿಶ್ವವಿದ್ಯಾನಿಲಯದ ಸಹಯೋಗದಲ್ಲಿ ಡಾ.ಮಣಿಕರ್ಣಿಕಾ ಅವರ ‘ಶರೀರ ರಚನಾಶಾಸ್ತ್ರ’ ಮತ್ತು ‘ಶರೀರ ಕ್ರಿಯಾಶಾಸ್ತ್ರ’ ಪುಸ್ತಕಗಳನ್ನು ಬಿಡುಗಡೆ ಮಾಡಲಾಯಿತು. ಕರ್ನಾಟಕ ಸಂಸ್ಕೃತ ವಿಶ್ವವಿದ್ಯಾನಿಲಯದ ಕುಲಪತಿ ಪ್ರೊ. ಕೆ.ಇ.ದೇವನಾಥನ್ ಪುಸ್ತಕ ಬಿಡುಗಡೆ ಮಾಡಿ ಮಾತನಾಡಿ, ಆಯುರ್ವೇದ ವಿದ್ಯಾರ್ಥಿಗಳಿಗೆ ಕನ್ನಡದಲ್ಲಿ ಪಠ್ಯ ಪುಸ್ತಕಗಳು ಲಭ್ಯವಾಗುತ್ತಿರುವುದು ಸಂತಸದ ವಿಷಯ ಎಂದರು. ಕ್ರಿಯಾಶೀಲ ಸಂಶೋಧನೆ ಹಾಗೂ ಬೋಧನೆಗೆ ಈ ಪುಸ್ತಕಗಳು ಸಹಕಾರಿಯಾಗಲಿವೆ. ಕಾರ್ಯಕ್ರಮದಲ್ಲಿ ಹಲವು ವೈದ್ಯರು, ಪ್ರಾಧ್ಯಾಪಕರು ಹಾಗೂ ವಿದ್ಯಾರ್ಥಿಗಳು ಹಾಜರಿದ್ದರು.: [48, 782, 284, 851]
prasanna-photo: [341, 195, 415, 275]
stage-banner-red: [49, 679, 285, 703]
navodaya-title-2: ಮೂಲಕ ಸಾಧಿಸುವ ಉದ್ದೇಶ: [284, 177, 374, 188]
palace-dome-center: [421, 1093, 451, 1121]
camp-person-1: [693, 777, 723, 847]
guest-1-head: [597, 197, 615, 215]
nisar-title-2: ನೀಡಬೇಕು: ಡಾ.ಸಿಪಿಕೆ ಅಭಿಮತ: [524, 136, 810, 169]
divider-top-center: [426, 82, 427, 534]
reg-dot-magenta-2: [650, 1362, 660, 1372]
anatomy-title-2: ‘ಶರೀರ ಕ್ರಿಯಾಶಾಸ್ತ್ರ’ ಪುಸ್ತಕ ಬಿಡುಗಡೆ: [97, 660, 235, 674]
akashavani-body: ಬೆಳಗ್ಗೆ 6.05 ಚಿಂತನ, 6.20 ಗೀತಾರಾಧನಾ, 6.35 ಕೃಷಿರಂಗ, 6.55 ಪ್ರದೇಶ ಸಮಾಚಾರ, 7.00 ವಾರ್ತೆಗಳು, 7.15 ಭಕ್ತಿ ಸಂಗೀತ, 7.30 ಸುಪ್ರಭಾತ, 8.00 ದೆಹಲಿ ವಾರ್ತೆಗಳು, 8.30 ವಿವಿಧ ಭಾರತಿ, 9.00 ನಮ್ಮ ಆರೋಗ್ಯ, 9.30 ಚಲನಚಿತ್ರ ಗೀತೆಗಳು, 10.00 ಮಹಿಳಾ ರಂಗ, 11.00 ಯುವವಾಣಿ, 12.00 ಶಾಸ್ತ್ರೀಯ ಸಂಗೀತ, 12.30 ವಾರ್ತೆಗಳು, ಮಧ್ಯಾಹ್ನ 1.00 ಜನಪದ ಗೀತೆಗಳು, 1.30 ಕೃಷಿ ಮಾಹಿತಿ, 2.00 ನಾಟಕ, 3.00 ಭಾವಗೀತೆಗಳು, 4.00 ಮಕ್ಕಳ ಕಾರ್ಯಕ್ರಮ, 5.00 ಸುಗಮ ಸಂಗೀತ, 6.00 ಸಂದರ್ಶನ, 7.00 ಪ್ರದೇಶ ಸಮಾಚಾರ, 7.30 ಕೃಷಿರಂಗ, 8.00 ರಾಷ್ಟ್ರೀಯ ಕಾರ್ಯಕ್ರಮ, 9.00 ವಾರ್ತೆಗಳು, 9.05 ಕ್ವಿಜ್–Literacy, 10.00 ಸ್ವರ ಸಂಗಮ.: [591, 1101, 791, 1190]
